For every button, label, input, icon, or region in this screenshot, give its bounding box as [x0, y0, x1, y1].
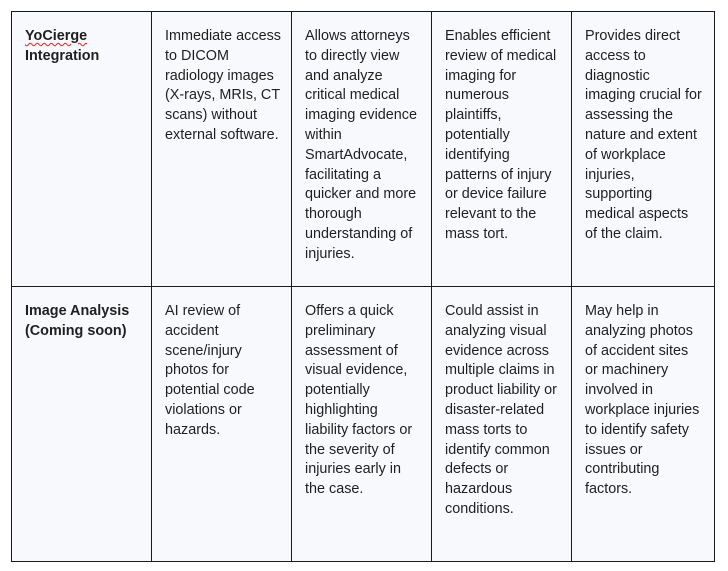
description-cell[interactable]: AI review of accident scene/injury photos for potential code violations or hazards. — [152, 287, 292, 562]
features-table — [11, 11, 715, 562]
attorney-benefit-cell[interactable]: Offers a quick preliminary assessment of visual evidence, potentially highlighting liability factors or the severity of injuries early in the case. — [292, 287, 432, 562]
description-cell[interactable]: Immediate access to DICOM radiology images (X-rays, MRIs, CT scans) without external software. — [152, 12, 292, 287]
feature-name-rest: Integration — [25, 47, 100, 64]
table-row — [12, 287, 715, 562]
mass-tort-cell[interactable]: Could assist in analyzing visual evidence across multiple claims in product liability or disaster-related mass torts to identify common defects or hazardous conditions. — [432, 287, 572, 562]
mass-tort-cell[interactable]: Enables efficient review of medical imaging for numerous plaintiffs, potentially identifying patterns of injury or device failure relevant to the mass tort. — [432, 12, 572, 287]
attorney-benefit-cell[interactable]: Allows attorneys to directly view and analyze critical medical imaging evidence within SmartAdvocate, facilitating a quicker and more thorough understanding of injuries. — [292, 12, 432, 287]
table-row — [12, 12, 715, 287]
feature-cell[interactable] — [12, 12, 152, 287]
feature-cell[interactable] — [12, 287, 152, 562]
spellcheck-flagged-word: YoCierge — [25, 28, 88, 44]
workers-comp-cell[interactable]: Provides direct access to diagnostic imaging crucial for assessing the nature and extent of workplace injuries, supporting medical aspects of the claim. — [572, 12, 715, 287]
workers-comp-cell[interactable]: May help in analyzing photos of accident sites or machinery involved in workplace injuries to identify safety issues or contributing factors. — [572, 287, 715, 562]
feature-name — [25, 28, 99, 64]
feature-name: Image Analysis (Coming soon) — [25, 303, 130, 339]
